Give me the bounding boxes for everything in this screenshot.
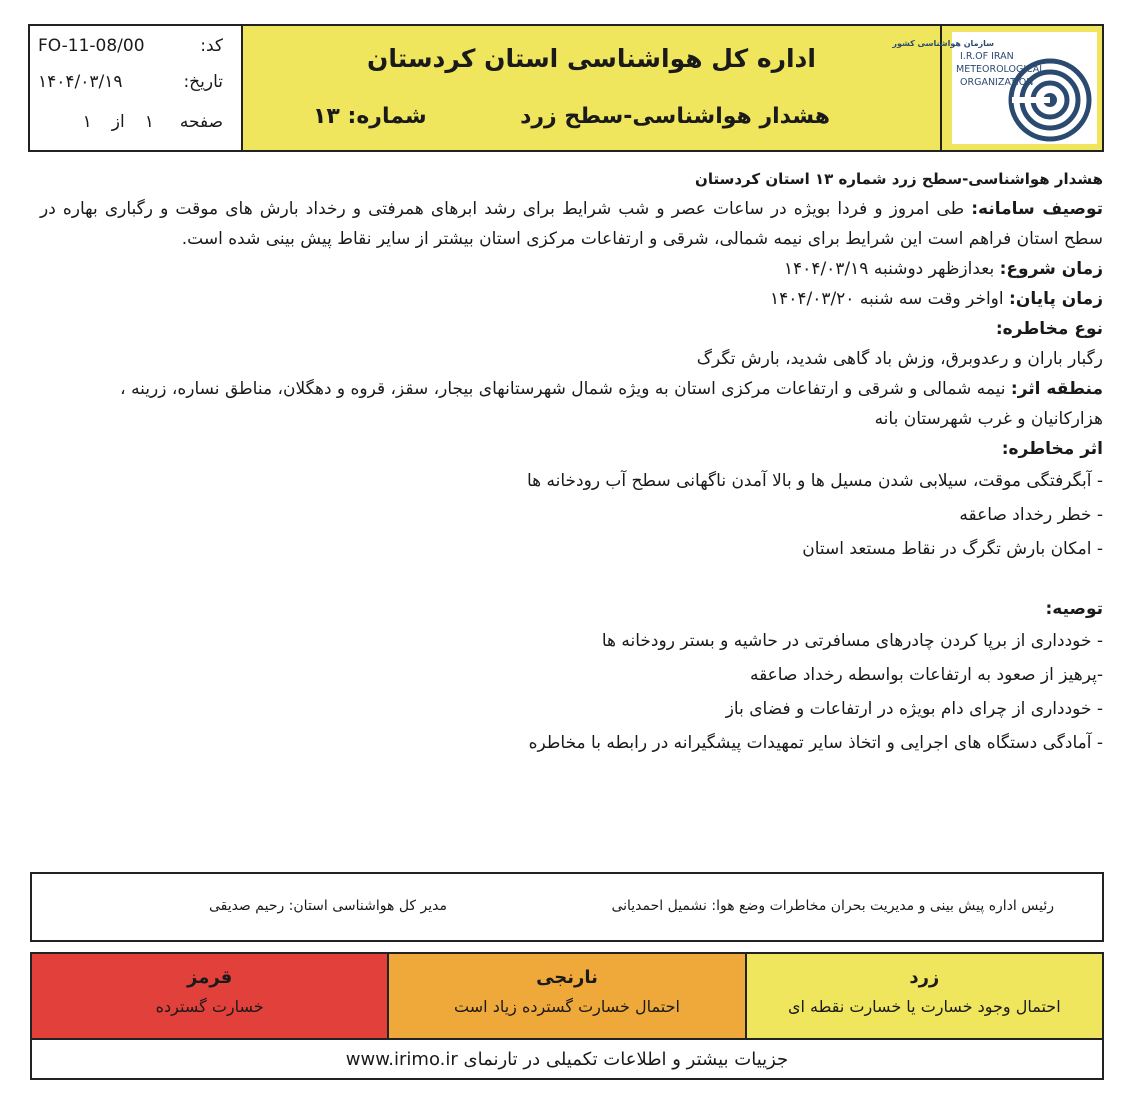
warning-levels-legend <box>30 952 1104 1080</box>
hazard-type-value: رگبار باران و رعدوبرق، وزش باد گاهی شدید، بارش تگرگ <box>696 349 1103 369</box>
document-meta <box>30 26 243 150</box>
area-line2: هزارکانیان و غرب شهرستان بانه <box>874 409 1103 429</box>
warning-subtitle: هشدار هواشناسی-سطح زرد شماره ۱۳ استان کردستان <box>695 170 1103 188</box>
system-description <box>40 194 1103 254</box>
level-yellow-title: زرد <box>909 967 940 988</box>
end-time <box>40 284 1103 314</box>
date-label: تاریخ: <box>183 72 223 92</box>
logo-panel <box>892 26 1102 150</box>
warning-level-title: هشدار هواشناسی-سطح زرد <box>520 104 830 129</box>
effect-item: - خطر رخداد صاعقه <box>959 505 1103 525</box>
code-label: کد: <box>200 36 223 56</box>
date-row <box>38 72 223 92</box>
code-value: FO-11-08/00 <box>38 36 145 56</box>
logo-en-line2: METEOROLOGICAL <box>956 64 1045 75</box>
level-orange <box>387 954 744 1038</box>
area-label: منطقه اثر: <box>1010 379 1103 399</box>
effect-item: - امکان بارش تگرگ در نقاط مستعد استان <box>802 539 1103 559</box>
level-red-title: قرمز <box>187 967 233 988</box>
irimo-logo <box>892 32 1097 144</box>
end-value: اواخر وقت سه شنبه ۱۴۰۴/۰۳/۲۰ <box>769 289 1004 309</box>
director-signature: مدیر کل هواشناسی استان: رحیم صدیقی <box>208 898 447 914</box>
start-value: بعدازظهر دوشنبه ۱۴۰۴/۰۳/۱۹ <box>783 259 995 279</box>
level-red-desc: خسارت گسترده <box>155 997 264 1016</box>
level-yellow <box>745 954 1102 1038</box>
warning-content <box>40 170 1103 760</box>
date-value: ۱۴۰۴/۰۳/۱۹ <box>38 72 123 92</box>
effect-item: - آبگرفتگی موقت، سیلابی شدن مسیل ها و بالا آمدن ناگهانی سطح آب رودخانه ها <box>526 471 1103 491</box>
logo-fa-text: سازمان هواشناسی کشور <box>892 39 994 48</box>
advice-item: - آمادگی دستگاه های اجرایی و اتخاذ سایر تمهیدات پیشگیرانه در رابطه با مخاطره <box>528 733 1103 753</box>
level-orange-desc: احتمال خسارت گسترده زیاد است <box>454 997 680 1016</box>
system-text: طی امروز و فردا بویژه در ساعات عصر و شب شرایط برای رشد ابرهای همرفتی و رخداد بارش های موقت و رگباری بهاره در سطح استان فراهم است این شرایط برای نیمه شمالی، شرقی و ارتفاعات مرکزی استان بیشتر از سایر نقاط پیش بینی شده است. <box>40 199 1103 249</box>
document-header <box>28 24 1104 152</box>
advice-item: -پرهیز از صعود به ارتفاعات بواسطه رخداد صاعقه <box>749 665 1103 685</box>
logo-en-line1: I.R.OF IRAN <box>960 51 1014 62</box>
code-row <box>38 36 223 56</box>
end-label: زمان پایان: <box>1009 289 1103 309</box>
area-line1: نیمه شمالی و شرقی و ارتفاعات مرکزی استان به ویژه شمال شهرستانهای بیجار، سقز، قروه و دهگلان، مناطق نساره، زرینه ، <box>120 379 1006 399</box>
advice-item: - خودداری از چرای دام بویژه در ارتفاعات و فضای باز <box>725 699 1103 719</box>
level-yellow-desc: احتمال وجود خسارت یا خسارت نقطه ای <box>788 997 1061 1016</box>
page-of: از <box>111 112 125 132</box>
advice-label: توصیه: <box>1045 599 1103 619</box>
system-label: توصیف سامانه: <box>971 199 1104 219</box>
advice-item: - خودداری از برپا کردن چادرهای مسافرتی در حاشیه و بستر رودخانه ها <box>601 631 1103 651</box>
organization-title: اداره کل هواشناسی استان کردستان <box>367 44 816 73</box>
level-red <box>32 954 387 1038</box>
forecast-head-signature: رئیس اداره پیش بینی و مدیریت بحران مخاطرات وضع هوا: نشمیل احمدیانی <box>611 898 1054 914</box>
page-total: ۱ <box>82 112 92 132</box>
hazard-type-label: نوع مخاطره: <box>995 319 1103 339</box>
level-orange-title: نارنجی <box>536 967 598 988</box>
header-title-panel <box>243 26 942 150</box>
signature-box <box>30 872 1104 942</box>
effect-label: اثر مخاطره: <box>1001 439 1103 459</box>
start-label: زمان شروع: <box>999 259 1103 279</box>
levels-row <box>32 954 1102 1040</box>
warning-number: شماره: ۱۳ <box>313 104 427 129</box>
start-time <box>40 254 1103 284</box>
logo-en-line3: ORGANIZATION <box>960 77 1034 88</box>
website-footer: جزییات بیشتر و اطلاعات تکمیلی در تارنمای www.irimo.ir <box>345 1049 789 1070</box>
page-current: ۱ <box>144 112 154 132</box>
affected-area <box>40 374 1103 404</box>
page-label: صفحه <box>179 112 223 132</box>
page-row <box>38 112 223 132</box>
